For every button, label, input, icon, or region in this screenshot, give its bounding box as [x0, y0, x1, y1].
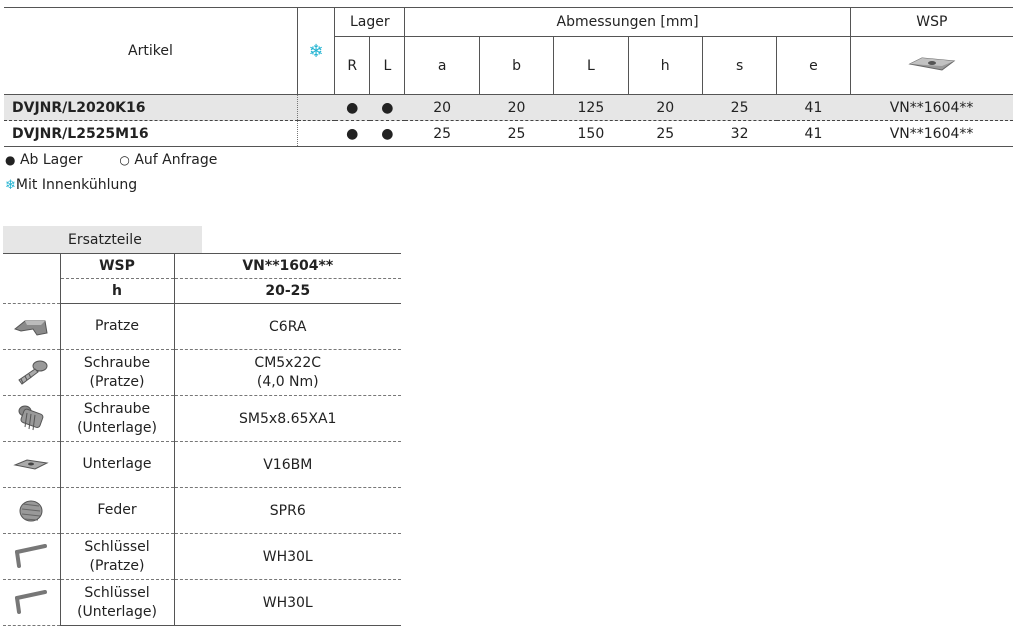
dim-l-header: L	[554, 37, 628, 95]
dim-e-header: e	[777, 37, 850, 95]
lager-header: Lager	[335, 8, 405, 37]
part-torque: (4,0 Nm)	[256, 373, 319, 390]
stock-symbol: ●	[5, 153, 16, 167]
list-item	[3, 442, 401, 488]
h-label: h	[60, 279, 174, 304]
hex-key-icon	[3, 534, 60, 580]
b-cell: 25	[479, 121, 553, 147]
list-item	[3, 396, 401, 442]
s-cell: 32	[702, 121, 776, 147]
length-cell: 150	[554, 121, 628, 147]
table-row	[4, 121, 1013, 147]
s-cell: 25	[702, 95, 776, 121]
part-name: Unterlage	[82, 456, 152, 472]
coolant-label: Mit Innenkühlung	[15, 177, 138, 193]
list-item	[3, 580, 401, 626]
e-cell: 41	[777, 121, 850, 147]
table-row	[4, 95, 1013, 121]
wsp-value: VN**1604**	[174, 254, 401, 279]
wsp-cell: VN**1604**	[850, 121, 1013, 147]
l-cell: ●	[370, 121, 405, 147]
spring-icon	[3, 488, 60, 534]
r-cell: ●	[335, 121, 370, 147]
snowflake-icon: ❄	[5, 178, 16, 193]
abmessungen-header: Abmessungen [mm]	[405, 8, 850, 37]
r-cell: ●	[335, 95, 370, 121]
tool-holder-table	[4, 7, 1013, 147]
wsp-cell: VN**1604**	[850, 95, 1013, 121]
artikel-cell: DVJNR/L2020K16	[4, 95, 297, 121]
list-item	[3, 534, 401, 580]
r-header: R	[335, 37, 370, 95]
artikel-header: Artikel	[4, 8, 297, 95]
h-cell: 25	[628, 121, 702, 147]
part-code: WH30L	[262, 548, 313, 565]
coolant-legend	[5, 177, 137, 193]
e-cell: 41	[777, 95, 850, 121]
dim-a-header: a	[405, 37, 479, 95]
part-name: Pratze	[95, 318, 139, 334]
part-code: WH30L	[262, 594, 313, 611]
request-label: Auf Anfrage	[134, 152, 218, 168]
part-name: Schlüssel	[84, 584, 150, 601]
ersatzteile-header	[3, 226, 202, 253]
list-item	[3, 350, 401, 396]
part-name-detail: (Pratze)	[89, 557, 145, 574]
availability-legend	[5, 152, 217, 168]
spare-parts-table	[3, 253, 401, 626]
a-cell: 20	[405, 95, 479, 121]
wsp-header: WSP	[850, 8, 1013, 37]
hex-key-icon	[3, 580, 60, 626]
dim-b-header: b	[479, 37, 553, 95]
shim-icon	[3, 442, 60, 488]
shim-screw-icon	[3, 396, 60, 442]
h-value: 20-25	[174, 279, 401, 304]
part-name: Feder	[97, 502, 137, 518]
dim-h-header: h	[628, 37, 702, 95]
screw-icon	[3, 350, 60, 396]
dim-s-header: s	[702, 37, 776, 95]
part-code: SPR6	[269, 502, 306, 519]
artikel-cell: DVJNR/L2525M16	[4, 121, 297, 147]
l-cell: ●	[370, 95, 405, 121]
part-code: C6RA	[269, 318, 307, 335]
part-code: CM5x22C	[254, 354, 322, 371]
part-name-detail: (Unterlage)	[77, 419, 157, 436]
a-cell: 25	[405, 121, 479, 147]
part-name-detail: (Pratze)	[89, 373, 145, 390]
clamp-icon	[3, 304, 60, 350]
part-name-detail: (Unterlage)	[77, 603, 157, 620]
part-name: Schraube	[83, 354, 151, 371]
stock-label: Ab Lager	[19, 152, 83, 168]
request-symbol: ○	[119, 153, 130, 167]
ersatzteile-title: Ersatzteile	[68, 232, 142, 248]
part-code: SM5x8.65XA1	[239, 410, 337, 427]
snowflake-icon: ❄	[297, 8, 334, 95]
list-item	[3, 488, 401, 534]
h-cell: 20	[628, 95, 702, 121]
length-cell: 125	[554, 95, 628, 121]
list-item	[3, 304, 401, 350]
part-code: V16BM	[263, 456, 313, 473]
part-name: Schraube	[83, 400, 151, 417]
wsp-label: WSP	[60, 254, 174, 279]
part-name: Schlüssel	[84, 538, 150, 555]
l-header: L	[370, 37, 405, 95]
b-cell: 20	[479, 95, 553, 121]
rhombic-insert-icon	[850, 37, 1013, 95]
